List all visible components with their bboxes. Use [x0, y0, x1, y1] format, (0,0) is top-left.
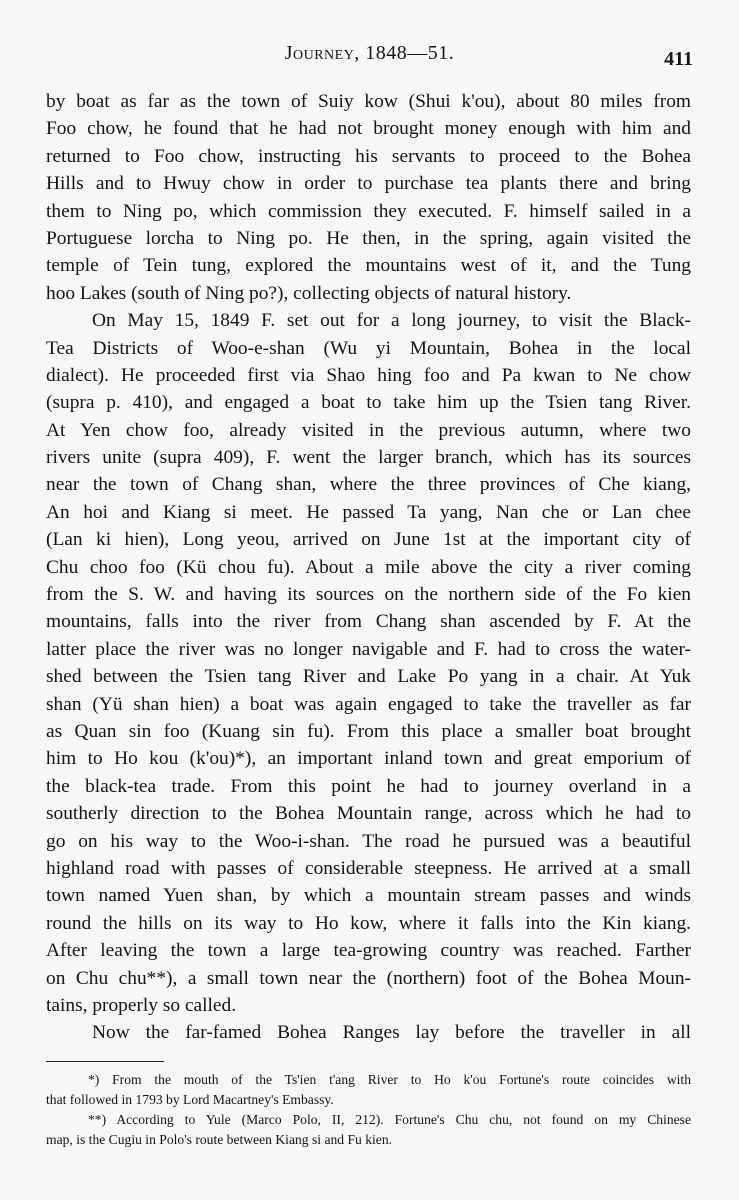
text-line: as Quan sin foo (Kuang sin fu). From this place a smaller boat brought	[46, 720, 691, 742]
text-line: dialect). He proceeded first via Shao hing foo and Pa kwan to Ne chow	[46, 364, 691, 386]
footnote-line: map, is the Cugiu in Polo's route between Kiang si and Fu kien.	[46, 1132, 393, 1147]
text-line: Tea Districts of Woo-e-shan (Wu yi Mountain, Bohea in the local	[46, 337, 691, 359]
text-line: southerly direction to the Bohea Mountain range, across which he had to	[46, 803, 691, 825]
text-line: from the S. W. and having its sources on the northern side of the Fo kien	[46, 584, 691, 606]
text-line: (Lan ki hien), Long yeou, arrived on June 1st at the important city of	[46, 529, 691, 551]
text-line: go on his way to the Woo-i-shan. The road he pursued was a beautiful	[46, 830, 691, 852]
text-line: rivers unite (supra 409), F. went the larger branch, which has its sources	[46, 447, 691, 469]
body-text	[46, 88, 691, 1047]
page-number: 411	[664, 48, 693, 70]
text-line: shed between the Tsien tang River and Lake Po yang in a chair. At Yuk	[46, 666, 691, 688]
text-line: Hills and to Hwuy chow in order to purchase tea plants there and bring	[46, 173, 691, 195]
text-line: Portuguese lorcha to Ning po. He then, in the spring, again visited the	[46, 227, 691, 249]
text-line: town named Yuen shan, by which a mountain stream passes and winds	[46, 885, 691, 907]
footnote-line: **) According to Yule (Marco Polo, II, 212). Fortune's Chu chu, not found on my Chinese	[88, 1112, 691, 1127]
paragraph-start-line: On May 15, 1849 F. set out for a long journey, to visit the Black-	[92, 310, 691, 332]
text-line: them to Ning po, which commission they executed. F. himself sailed in a	[46, 200, 691, 222]
text-line: Chu choo foo (Kü chou fu). About a mile above the city a river coming	[46, 556, 691, 578]
footnote-divider	[46, 1061, 164, 1062]
footnote-line: *) From the mouth of the Ts'ien t'ang River to Ho k'ou Fortune's route coincides with	[88, 1072, 691, 1087]
text-line: returned to Foo chow, instructing his servants to proceed to the Bohea	[46, 145, 691, 167]
text-line: At Yen chow foo, already visited in the previous autumn, where two	[46, 419, 691, 441]
text-line: (supra p. 410), and engaged a boat to take him up the Tsien tang River.	[46, 392, 691, 414]
page-header	[46, 36, 693, 70]
footnotes	[46, 1070, 691, 1150]
text-line: After leaving the town a large tea-growing country was reached. Farther	[46, 940, 691, 962]
text-line: on Chu chu**), a small town near the (northern) foot of the Bohea Moun-	[46, 967, 691, 989]
text-line: An hoi and Kiang si meet. He passed Ta yang, Nan che or Lan chee	[46, 501, 691, 523]
text-line: mountains, falls into the river from Chang shan ascended by F. At the	[46, 611, 691, 633]
text-line: him to Ho kou (k'ou)*), an important inland town and great emporium of	[46, 748, 691, 770]
text-line: shan (Yü shan hien) a boat was again engaged to take the traveller as far	[46, 693, 691, 715]
running-title: Journey, 1848—51.	[284, 42, 455, 64]
text-line: round the hills on its way to Ho kow, where it falls into the Kin kiang.	[46, 912, 691, 934]
text-line: the black-tea trade. From this point he had to journey overland in a	[46, 775, 691, 797]
text-line: tains, properly so called.	[46, 994, 237, 1016]
text-line: Foo chow, he found that he had not brought money enough with him and	[46, 118, 691, 140]
text-line: by boat as far as the town of Suiy kow (Shui k'ou), about 80 miles from	[46, 91, 691, 112]
text-line: latter place the river was no longer navigable and F. had to cross the water-	[46, 638, 691, 660]
footnote-line: that followed in 1793 by Lord Macartney's Embassy.	[46, 1092, 334, 1107]
paragraph-start-line: Now the far-famed Bohea Ranges lay before the traveller in all	[92, 1022, 691, 1044]
text-line: highland road with passes of considerable steepness. He arrived at a small	[46, 857, 691, 879]
text-line: near the town of Chang shan, where the three provinces of Che kiang,	[46, 474, 691, 496]
text-line: temple of Tein tung, explored the mountains west of it, and the Tung	[46, 255, 691, 277]
text-line: hoo Lakes (south of Ning po?), collecting objects of natural history.	[46, 282, 572, 304]
